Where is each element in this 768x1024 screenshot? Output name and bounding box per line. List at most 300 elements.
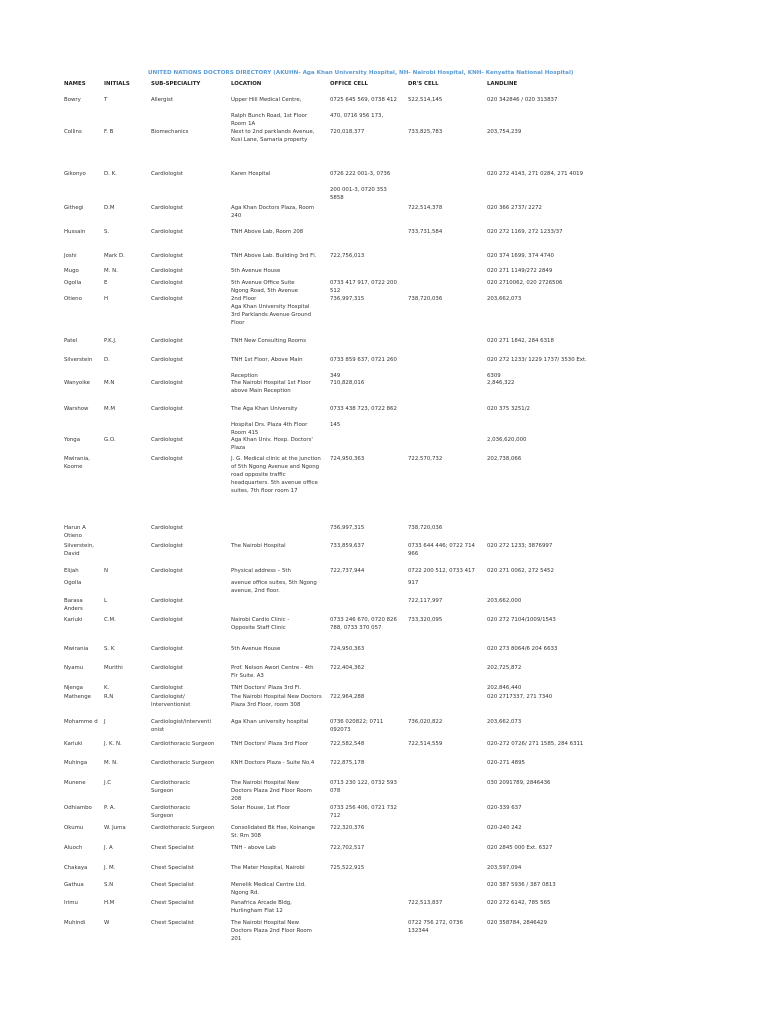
cell-line: Collins bbox=[64, 129, 82, 135]
cell-line: 5858 bbox=[330, 194, 344, 201]
cell-line: S. K bbox=[104, 646, 115, 652]
landline-cell bbox=[487, 543, 552, 551]
location-cell bbox=[231, 694, 322, 710]
sub-speciality-cell bbox=[151, 380, 183, 388]
initials-cell bbox=[104, 694, 113, 702]
office-cell-cell bbox=[330, 406, 397, 430]
cell-line: Cardiologist bbox=[151, 543, 184, 549]
initials-cell bbox=[104, 437, 116, 445]
initials-cell bbox=[104, 357, 110, 365]
cell-line: S. bbox=[104, 229, 110, 235]
initials-cell bbox=[104, 685, 109, 693]
initials-cell bbox=[104, 205, 115, 213]
initials-cell bbox=[104, 825, 126, 833]
cell-line: 020 2710062, 020 2726506 bbox=[487, 280, 563, 286]
sub-speciality-cell bbox=[151, 229, 183, 237]
name-cell bbox=[64, 825, 83, 833]
cell-line: headquarters. 5th avenue office bbox=[231, 479, 318, 486]
cell-line: 200 001-3, 0720 353 bbox=[330, 186, 387, 193]
location-cell bbox=[231, 805, 290, 813]
cell-line: Nairobi Cardio Clinic - bbox=[231, 617, 290, 623]
office-cell-cell bbox=[330, 665, 364, 673]
cell-line: 208 bbox=[231, 795, 242, 802]
location-cell bbox=[231, 865, 305, 873]
landline-cell bbox=[487, 920, 547, 928]
cell-line: 020-272 0726/ 271 1585, 284 6311 bbox=[487, 741, 584, 747]
cell-line: Otieno bbox=[64, 532, 82, 539]
initials-cell bbox=[104, 760, 118, 768]
cell-line: K. bbox=[104, 685, 110, 691]
cell-line: 710,828,016 bbox=[330, 380, 365, 386]
cell-line: TNH Doctors' Plaza 3rd Floor bbox=[231, 741, 309, 747]
cell-line: Muhinga bbox=[64, 760, 88, 766]
cell-line: 240 bbox=[231, 212, 242, 219]
cell-line: 020 273 8064/6 204 6633 bbox=[487, 646, 558, 652]
cell-line: Allergist bbox=[151, 97, 173, 103]
cell-line: Chest Specialist bbox=[151, 865, 194, 871]
cell-line: 092073 bbox=[330, 726, 351, 733]
location-cell bbox=[231, 685, 301, 693]
cell-line: Cardiologist bbox=[151, 437, 184, 443]
initials-cell bbox=[104, 568, 108, 576]
name-cell bbox=[64, 338, 77, 346]
landline-cell bbox=[487, 268, 552, 276]
location-cell bbox=[231, 253, 316, 261]
cell-line: Cardiologist bbox=[151, 617, 184, 623]
name-cell bbox=[64, 882, 84, 890]
cell-line: 2,846,322 bbox=[487, 380, 515, 386]
initials-cell bbox=[104, 900, 114, 908]
sub-speciality-cell bbox=[151, 205, 183, 213]
cell-line: 736,997,315 bbox=[330, 525, 365, 531]
initials-cell bbox=[104, 920, 109, 928]
office-cell-cell bbox=[330, 171, 390, 203]
cell-line: 2,036,620,000 bbox=[487, 437, 527, 443]
landline-cell bbox=[487, 296, 521, 304]
cell-line: 0722 200 512, 0733 417 bbox=[408, 568, 475, 574]
drs-cell-cell bbox=[408, 719, 442, 727]
location-cell bbox=[231, 760, 314, 768]
landline-cell bbox=[487, 357, 587, 381]
cell-line bbox=[330, 365, 397, 373]
cell-line: Surgeon bbox=[151, 812, 174, 819]
sub-speciality-cell bbox=[151, 694, 190, 710]
cell-line: Prof. Nelson Awori Centre - 4th bbox=[231, 665, 314, 671]
cell-line: David bbox=[64, 550, 80, 557]
cell-line: Silverstein bbox=[64, 357, 93, 363]
landline-cell bbox=[487, 805, 522, 813]
cell-line: onist bbox=[151, 726, 165, 733]
initials-cell bbox=[104, 253, 125, 261]
cell-line: E bbox=[104, 280, 108, 286]
cell-line: avenue office suites, 5th Ngong bbox=[231, 580, 317, 586]
cell-line: 966 bbox=[408, 550, 419, 557]
cell-line: Otieno bbox=[64, 296, 82, 302]
office-cell-cell bbox=[330, 525, 364, 533]
location-cell bbox=[231, 900, 292, 916]
drs-cell-cell bbox=[408, 900, 442, 908]
name-cell bbox=[64, 665, 83, 673]
office-cell-cell bbox=[330, 129, 364, 137]
name-cell bbox=[64, 268, 79, 276]
drs-cell-cell bbox=[408, 617, 442, 625]
name-cell bbox=[64, 685, 83, 693]
initials-cell bbox=[104, 865, 115, 873]
cell-line: 722,702,517 bbox=[330, 845, 365, 851]
location-cell bbox=[231, 268, 280, 276]
cell-line: 722,320,376 bbox=[330, 825, 365, 831]
cell-line: St. Rm 308 bbox=[231, 832, 261, 839]
landline-cell bbox=[487, 568, 554, 576]
cell-line: 725,522,915 bbox=[330, 865, 365, 871]
landline-cell bbox=[487, 129, 521, 137]
cell-line bbox=[487, 365, 587, 373]
cell-line: 5th Avenue House bbox=[231, 268, 281, 274]
cell-line: Cardiologist bbox=[151, 338, 184, 344]
initials-cell bbox=[104, 280, 107, 288]
location-cell bbox=[231, 456, 321, 496]
cell-line: Kariuki bbox=[64, 741, 83, 747]
name-cell bbox=[64, 543, 94, 559]
office-cell-cell bbox=[330, 357, 397, 381]
cell-line: 020 374 1699, 374 4740 bbox=[487, 253, 554, 259]
cell-line: 030 2091789, 2846436 bbox=[487, 780, 551, 786]
header-location: LOCATION bbox=[231, 81, 262, 87]
location-cell bbox=[231, 129, 314, 145]
sub-speciality-cell bbox=[151, 865, 194, 873]
initials-cell bbox=[104, 780, 111, 788]
sub-speciality-cell bbox=[151, 357, 183, 365]
cell-line: 0736 020822; 0711 bbox=[330, 719, 384, 725]
sub-speciality-cell bbox=[151, 568, 183, 576]
cell-line: Hussain bbox=[64, 229, 86, 235]
name-cell bbox=[64, 525, 86, 541]
drs-cell-cell bbox=[408, 129, 442, 137]
cell-line: TNH - above Lab bbox=[231, 845, 276, 851]
cell-line: 722,513,837 bbox=[408, 900, 443, 906]
cell-line: 020 342846 / 020 313837 bbox=[487, 97, 558, 103]
location-cell bbox=[231, 617, 289, 633]
cell-line: Mwirania, bbox=[64, 456, 91, 462]
name-cell bbox=[64, 580, 81, 588]
cell-line: Njenga bbox=[64, 685, 83, 691]
cell-line: 020 2845 000 Ext. 6327 bbox=[487, 845, 553, 851]
landline-cell bbox=[487, 229, 563, 237]
cell-line: 132344 bbox=[408, 927, 429, 934]
name-cell bbox=[64, 406, 88, 414]
landline-cell bbox=[487, 97, 557, 105]
cell-line: Plaza 3rd Floor, room 308 bbox=[231, 701, 301, 708]
cell-line: Cardiologist bbox=[151, 685, 184, 691]
initials-cell bbox=[104, 741, 122, 749]
name-cell bbox=[64, 253, 77, 261]
cell-line: D. K. bbox=[104, 171, 117, 177]
landline-cell bbox=[487, 338, 554, 346]
drs-cell-cell bbox=[408, 920, 463, 936]
cell-line: 203,597,094 bbox=[487, 865, 522, 871]
cell-line: Bowry bbox=[64, 97, 81, 103]
cell-line: 470, 0716 956 173, bbox=[330, 112, 384, 119]
office-cell-cell bbox=[330, 380, 364, 388]
cell-line: Muhindi bbox=[64, 920, 86, 926]
initials-cell bbox=[104, 171, 117, 179]
cell-line: 788, 0733 370 057 bbox=[330, 624, 382, 631]
sub-speciality-cell bbox=[151, 543, 183, 551]
cell-line: Mohamme d bbox=[64, 719, 98, 725]
initials-cell bbox=[104, 338, 117, 346]
cell-line: The Nairobi Hospital New bbox=[231, 780, 300, 786]
office-cell-cell bbox=[330, 568, 364, 576]
office-cell-cell bbox=[330, 296, 364, 304]
name-cell bbox=[64, 598, 83, 614]
cell-line: of 5th Ngong Avenue and Ngong bbox=[231, 463, 320, 470]
cell-line: M. N. bbox=[104, 268, 118, 274]
header-sub-speciality: SUB-SPECIALITY bbox=[151, 81, 201, 87]
header-initials: INITIALS bbox=[104, 81, 130, 87]
cell-line: 722,570,732 bbox=[408, 456, 443, 462]
location-cell bbox=[231, 380, 311, 396]
cell-line: 736,997,315 bbox=[330, 296, 365, 302]
cell-line: Cardiologist bbox=[151, 296, 184, 302]
landline-cell bbox=[487, 456, 521, 464]
cell-line: Cardiothoracic bbox=[151, 805, 191, 811]
location-cell bbox=[231, 741, 308, 749]
cell-line: 0733 438 723, 0722 862 bbox=[330, 406, 397, 412]
sub-speciality-cell bbox=[151, 780, 190, 796]
cell-line: TNH New Consulting Rooms bbox=[231, 338, 307, 344]
cell-line: Warshow bbox=[64, 406, 89, 412]
name-cell bbox=[64, 456, 90, 472]
office-cell-cell bbox=[330, 280, 397, 296]
cell-line: Cardiologist bbox=[151, 171, 184, 177]
location-cell bbox=[231, 171, 270, 179]
cell-line bbox=[231, 105, 307, 113]
cell-line: Ogolla bbox=[64, 580, 82, 586]
cell-line: Mark D. bbox=[104, 253, 125, 259]
sub-speciality-cell bbox=[151, 598, 183, 606]
directory-title: UNITED NATIONS DOCTORS DIRECTORY (AKUHN- Aga Khan University Hospital, NH- Nairobi Hospital, KNH- Kenyatta National Hospital) bbox=[148, 70, 574, 76]
location-cell bbox=[231, 882, 306, 898]
landline-cell bbox=[487, 865, 521, 873]
cell-line: Consolidated Bk Hse, Koinange bbox=[231, 825, 315, 831]
location-cell bbox=[231, 205, 314, 221]
initials-cell bbox=[104, 719, 106, 727]
name-cell bbox=[64, 296, 82, 304]
cell-line: Room 415 bbox=[231, 429, 259, 436]
cell-line: 917 bbox=[408, 580, 419, 586]
cell-line: 020 375 3251/2 bbox=[487, 406, 530, 412]
cell-line: Aga Khan Univ. Hosp. Doctors' bbox=[231, 437, 313, 443]
cell-line: Cardiologist bbox=[151, 525, 184, 531]
cell-line: Joshi bbox=[64, 253, 77, 259]
cell-line: Cardiologist bbox=[151, 406, 184, 412]
cell-line: 0725 645 569, 0738 412 bbox=[330, 97, 397, 103]
cell-line: 0733 644 446; 0722 714 bbox=[408, 543, 475, 549]
location-cell bbox=[231, 437, 313, 453]
cell-line: 3rd Parklands Avenue Ground bbox=[231, 311, 312, 318]
cell-line: 020-240 242 bbox=[487, 825, 522, 831]
sub-speciality-cell bbox=[151, 665, 183, 673]
sub-speciality-cell bbox=[151, 882, 194, 890]
cell-line: The Nairobi Hospital 1st Floor bbox=[231, 380, 311, 386]
cell-line: Cardiologist bbox=[151, 598, 184, 604]
sub-speciality-cell bbox=[151, 437, 183, 445]
drs-cell-cell bbox=[408, 741, 442, 749]
cell-line: Doctors Plaza 2nd Floor Room bbox=[231, 927, 312, 934]
cell-line: Odhiambo bbox=[64, 805, 92, 811]
sub-speciality-cell bbox=[151, 617, 183, 625]
office-cell-cell bbox=[330, 780, 397, 796]
cell-line: H bbox=[104, 296, 109, 302]
cell-line: J bbox=[104, 719, 106, 725]
cell-line: C.M. bbox=[104, 617, 116, 623]
cell-line bbox=[330, 105, 397, 113]
cell-line: M. N. bbox=[104, 760, 118, 766]
cell-line: Next to 2nd parklands Avenue, bbox=[231, 129, 315, 135]
cell-line: G.O. bbox=[104, 437, 116, 443]
cell-line: P. A. bbox=[104, 805, 116, 811]
location-cell bbox=[231, 338, 306, 346]
sub-speciality-cell bbox=[151, 646, 183, 654]
sub-speciality-cell bbox=[151, 296, 183, 304]
cell-line: Cardiothoracic Surgeon bbox=[151, 825, 215, 831]
cell-line: 202,846,440 bbox=[487, 685, 522, 691]
name-cell bbox=[64, 845, 82, 853]
drs-cell-cell bbox=[408, 456, 442, 464]
location-cell bbox=[231, 357, 303, 381]
cell-line: Chest Specialist bbox=[151, 845, 194, 851]
office-cell-cell bbox=[330, 760, 364, 768]
cell-line: Ngong Rd. bbox=[231, 889, 260, 896]
office-cell-cell bbox=[330, 253, 364, 261]
cell-line: Gikonyo bbox=[64, 171, 86, 177]
cell-line: W bbox=[104, 920, 110, 926]
location-cell bbox=[231, 406, 307, 438]
cell-line: TNH Above Lab. Building 3rd Fl. bbox=[231, 253, 317, 259]
cell-line: 0713 230 122, 0732 593 bbox=[330, 780, 397, 786]
cell-line: Karen Hospital bbox=[231, 171, 271, 177]
landline-cell bbox=[487, 205, 542, 213]
name-cell bbox=[64, 357, 92, 365]
landline-cell bbox=[487, 694, 552, 702]
cell-line: The Nairobi Hospital New bbox=[231, 920, 300, 926]
cell-line: L bbox=[104, 598, 108, 604]
cell-line: 5th Avenue Office Suite bbox=[231, 280, 295, 286]
cell-line: 733,859,637 bbox=[330, 543, 365, 549]
cell-line: Murithi bbox=[104, 665, 123, 671]
sub-speciality-cell bbox=[151, 719, 211, 735]
cell-line: Plaza bbox=[231, 444, 246, 451]
office-cell-cell bbox=[330, 617, 397, 633]
office-cell-cell bbox=[330, 97, 397, 121]
cell-line: Chest Specialist bbox=[151, 920, 194, 926]
cell-line: 724,950,363 bbox=[330, 456, 365, 462]
landline-cell bbox=[487, 760, 525, 768]
cell-line: Chakaya bbox=[64, 865, 88, 871]
cell-line: D.M bbox=[104, 205, 115, 211]
sub-speciality-cell bbox=[151, 741, 214, 749]
name-cell bbox=[64, 646, 88, 654]
cell-line: D. bbox=[104, 357, 110, 363]
cell-line: Mathenge bbox=[64, 694, 91, 700]
cell-line: TNH Doctors' Plaza 3rd Fl. bbox=[231, 685, 302, 691]
cell-line: road opposite traffic bbox=[231, 471, 286, 478]
location-cell bbox=[231, 646, 280, 654]
cell-line: 203,754,239 bbox=[487, 129, 522, 135]
initials-cell bbox=[104, 805, 115, 813]
sub-speciality-cell bbox=[151, 825, 214, 833]
initials-cell bbox=[104, 845, 113, 853]
cell-line: The Nairobi Hospital bbox=[231, 543, 286, 549]
cell-line: Aga Khan university hospital bbox=[231, 719, 309, 725]
cell-line: Barasa bbox=[64, 598, 83, 604]
office-cell-cell bbox=[330, 543, 364, 551]
cell-line: 6309 bbox=[487, 372, 501, 379]
cell-line: Ogolla bbox=[64, 280, 82, 286]
cell-line: 722,514,559 bbox=[408, 741, 443, 747]
sub-speciality-cell bbox=[151, 456, 183, 464]
drs-cell-cell bbox=[408, 97, 442, 105]
cell-line: suites, 7th floor room 17 bbox=[231, 487, 298, 494]
location-cell bbox=[231, 825, 315, 841]
cell-line: 020 271 0062, 272 5452 bbox=[487, 568, 554, 574]
cell-line: J. M. bbox=[104, 865, 116, 871]
cell-line: Menelik Medical Centre Ltd. bbox=[231, 882, 306, 888]
header-office-cell: OFFICE CELL bbox=[330, 81, 368, 87]
cell-line: 020 272 4143, 271 0284, 271 4019 bbox=[487, 171, 584, 177]
sub-speciality-cell bbox=[151, 760, 214, 768]
cell-line: 020-271 4895 bbox=[487, 760, 525, 766]
initials-cell bbox=[104, 617, 116, 625]
cell-line: 2nd Floor bbox=[231, 296, 257, 302]
initials-cell bbox=[104, 882, 113, 890]
landline-cell bbox=[487, 380, 514, 388]
cell-line: Nyamu bbox=[64, 665, 84, 671]
drs-cell-cell bbox=[408, 229, 442, 237]
cell-line: 722,737,944 bbox=[330, 568, 365, 574]
cell-line: Biomechanics bbox=[151, 129, 189, 135]
cell-line: 201 bbox=[231, 935, 242, 942]
initials-cell bbox=[104, 296, 108, 304]
cell-line: Irimu bbox=[64, 900, 78, 906]
cell-line: 722,875,178 bbox=[330, 760, 365, 766]
cell-line: Cardiologist bbox=[151, 229, 184, 235]
cell-line: 349 bbox=[330, 372, 341, 379]
sub-speciality-cell bbox=[151, 920, 194, 928]
cell-line: Chest Specialist bbox=[151, 882, 194, 888]
landline-cell bbox=[487, 780, 550, 788]
office-cell-cell bbox=[330, 845, 364, 853]
initials-cell bbox=[104, 268, 118, 276]
location-cell bbox=[231, 280, 298, 296]
sub-speciality-cell bbox=[151, 685, 183, 693]
initials-cell bbox=[104, 665, 123, 673]
name-cell bbox=[64, 205, 83, 213]
cell-line: above Main Reception bbox=[231, 387, 291, 394]
cell-line: Cardiologist bbox=[151, 646, 184, 652]
name-cell bbox=[64, 171, 86, 179]
cell-line: 738,720,036 bbox=[408, 525, 443, 531]
cell-line: Cardiologist bbox=[151, 205, 184, 211]
office-cell-cell bbox=[330, 741, 364, 749]
drs-cell-cell bbox=[408, 205, 442, 213]
cell-line: 722,964,288 bbox=[330, 694, 365, 700]
cell-line: Solar House, 1st Floor bbox=[231, 805, 291, 811]
cell-line: Cardiologist bbox=[151, 280, 184, 286]
landline-cell bbox=[487, 719, 521, 727]
landline-cell bbox=[487, 280, 562, 288]
cell-line: The Nairobi Hospital New Doctors bbox=[231, 694, 322, 700]
